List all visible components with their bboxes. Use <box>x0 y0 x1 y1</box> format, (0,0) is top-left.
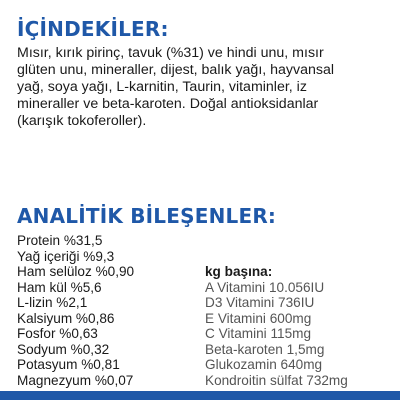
ingredients-line: (karışık tokoferoller). <box>17 113 147 129</box>
ingredients-line: Mısır, kırık pirinç, tavuk (%31) ve hindi unu, mısır <box>17 45 324 61</box>
analysis-item: Kalsiyum %0,86 <box>17 310 115 326</box>
analysis-left-list <box>17 233 134 388</box>
analysis-heading: ANALİTİK BİLEŞENLER: <box>17 204 277 228</box>
analysis-item: Magnezyum %0,07 <box>17 372 134 388</box>
ingredients-line: glüten unu, mineraller, dijest, balık yağı, hayvansal <box>17 62 335 78</box>
analysis-item: Fosfor %0,63 <box>17 326 98 341</box>
analysis-item: Sodyum %0,32 <box>17 341 110 357</box>
per-kg-header: kg başına: <box>205 264 273 279</box>
analysis-right-list <box>205 264 348 388</box>
ingredients-line: mineraller ve beta-karoten. Doğal antioksidanlar <box>17 96 319 112</box>
ingredients-line: yağ, soya yağı, L-karnitin, Taurin, vitaminler, iz <box>17 79 307 95</box>
footer-accent-bar <box>0 391 400 400</box>
analysis-item: L-lizin %2,1 <box>17 295 88 310</box>
vitamin-item: Kondroitin sülfat 732mg <box>205 372 348 388</box>
vitamin-item: E Vitamini 600mg <box>205 310 312 326</box>
ingredients-heading: İÇİNDEKİLER: <box>17 17 169 41</box>
ingredients-text <box>17 45 395 130</box>
analysis-item: Ham kül %5,6 <box>17 279 102 295</box>
analysis-item: Protein %31,5 <box>17 233 103 248</box>
vitamin-item: A Vitamini 10.056IU <box>205 279 325 295</box>
vitamin-item: Beta-karoten 1,5mg <box>205 341 325 357</box>
analysis-item: Yağ içeriği %9,3 <box>17 248 115 264</box>
vitamin-item: C Vitamini 115mg <box>205 326 312 341</box>
vitamin-item: Glukozamin 640mg <box>205 357 323 372</box>
analysis-item: Ham selüloz %0,90 <box>17 264 135 279</box>
vitamin-item: D3 Vitamini 736IU <box>205 295 315 310</box>
analysis-item: Potasyum %0,81 <box>17 357 120 372</box>
